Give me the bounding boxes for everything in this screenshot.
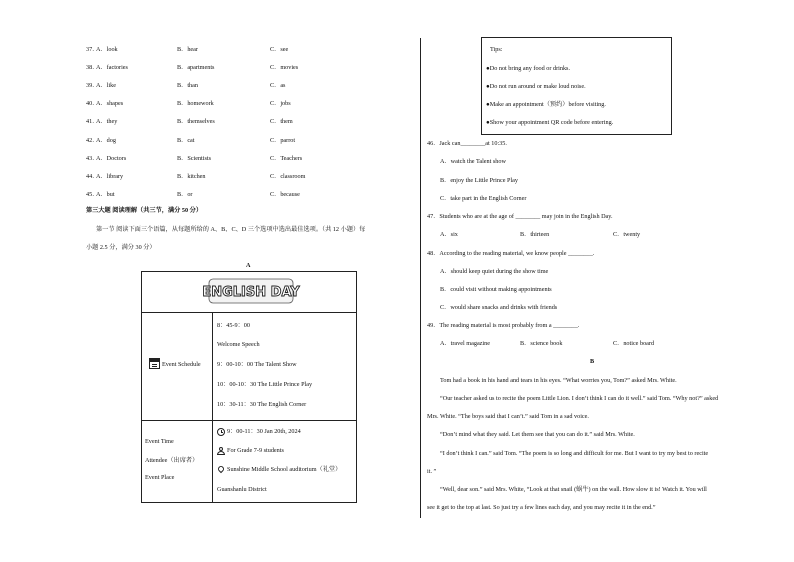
table-column-divider — [212, 312, 213, 503]
event-time-value: 9：00-11：30 Jan 20th, 2024 — [227, 428, 301, 435]
passage-b-line: “Don’t mind what they said. Let them see that you can do it.” said Mrs. White. — [440, 431, 635, 438]
option-a: A．look — [96, 46, 118, 53]
question-number: 45． — [86, 191, 99, 198]
question-48-option-a: A．should keep quiet during the show time — [440, 268, 549, 275]
question-47-option-c: C．twenty — [613, 231, 641, 238]
option-a: A．factories — [96, 64, 128, 71]
section-intro-line2: 小题 2.5 分，满分 30 分） — [86, 244, 156, 251]
tip-item: ●Make an appointment（预约）before visiting. — [486, 101, 606, 108]
option-b: B．cat — [177, 137, 195, 144]
schedule-line: 9：00-10：00 The Talent Show — [217, 361, 297, 368]
event-place-value: Sunshine Middle School auditorium（礼堂） — [227, 466, 342, 473]
question-number: 37． — [86, 46, 99, 53]
question-48-option-b: B．could visit without making appointments — [440, 286, 552, 293]
column-divider — [420, 38, 421, 518]
question-49-option-c: C．notice board — [613, 340, 655, 347]
event-district-value: Guanshanlu District — [217, 486, 267, 493]
passage-b-line: “I don’t think I can.” said Tom. “The poem is so long and difficult for me. But I want to try my best to recite — [440, 450, 709, 457]
question-46-option-c: C．take part in the English Corner — [440, 195, 527, 202]
section-intro-line1: 第一节 阅读下面三个语篇，从每题所给的 A、B、C、D 三个选项中选出最佳选项。（共 12 小题）每 — [96, 226, 366, 233]
option-c: C．classroom — [270, 173, 306, 180]
option-a: A．shapes — [96, 100, 124, 107]
question-number: 44． — [86, 173, 99, 180]
location-pin-icon — [217, 465, 225, 473]
question-number: 38． — [86, 64, 99, 71]
passage-b-line: it. ” — [427, 468, 437, 475]
option-b: B．themselves — [177, 118, 215, 125]
option-c: C．parrot — [270, 137, 296, 144]
table-divider — [142, 420, 356, 421]
option-b: B．homework — [177, 100, 214, 107]
clock-icon — [217, 428, 225, 436]
option-c: C．because — [270, 191, 300, 198]
event-time-label: Event Time — [145, 438, 174, 445]
passage-b-line: Mrs. White. “The boys said that I can’t.” said Tom in a sad voice. — [427, 413, 589, 420]
english-day-logo — [202, 278, 300, 304]
option-b: B．Scientists — [177, 155, 212, 162]
option-b: B．or — [177, 191, 193, 198]
question-number: 40． — [86, 100, 99, 107]
event-schedule-label: Event Schedule — [162, 361, 201, 368]
event-place-label: Event Place — [145, 474, 175, 481]
option-a: A．dog — [96, 137, 116, 144]
schedule-line: 10：00-10：30 The Little Prince Play — [217, 381, 313, 388]
question-47-stem: 47．Students who are at the age of ________ may join in the English Day. — [427, 213, 613, 220]
tip-item: ●Do not run around or make loud noise. — [486, 83, 586, 90]
question-number: 39． — [86, 82, 99, 89]
passage-b-line: “Our teacher asked us to recite the poem Little Lion. I don’t think I can do it well.” said Tom. “Why not?” asked — [440, 395, 719, 402]
question-47-option-a: A．six — [440, 231, 458, 238]
option-b: B．kitchen — [177, 173, 206, 180]
question-47-option-b: B．thirteen — [520, 231, 550, 238]
schedule-line: Welcome Speech — [217, 341, 260, 348]
calendar-icon — [149, 358, 160, 369]
option-c: C．see — [270, 46, 289, 53]
tips-title: Tips: — [490, 46, 503, 53]
logo-text: ENGLISH DAY — [202, 285, 300, 300]
passage-b-line: Tom had a book in his hand and tears in his eyes. “What worries you, Tom?” asked Mrs. White. — [440, 377, 677, 384]
schedule-line: 8：45-9：00 — [217, 322, 250, 329]
option-a: A．like — [96, 82, 116, 89]
question-46-option-b: B．enjoy the Little Prince Play — [440, 177, 519, 184]
question-49-option-b: B．science book — [520, 340, 563, 347]
option-a: A．they — [96, 118, 118, 125]
table-divider — [142, 312, 356, 313]
tip-item: ●Do not bring any food or drinks. — [486, 65, 570, 72]
option-c: C．jobs — [270, 100, 291, 107]
passage-b-label: B — [590, 358, 595, 365]
option-c: C．Teachers — [270, 155, 303, 162]
question-46-stem: 46．Jack can________at 10:35. — [427, 140, 507, 147]
option-a: A．Doctors — [96, 155, 127, 162]
passage-b-line: see it get to the top at last. So just try a few lines each day, and you may recite it in the end.” — [427, 504, 656, 511]
people-icon — [217, 447, 225, 455]
section-title: 第三大题 阅读理解（共三节，满分 50 分） — [86, 207, 203, 214]
question-number: 43． — [86, 155, 99, 162]
tip-item: ●Show your appointment QR code before entering. — [486, 119, 614, 126]
question-number: 41． — [86, 118, 99, 125]
passage-b-line: “Well, dear son.” said Mrs. White, “Look at that snail (蜗牛) on the wall. How slow it is! Watch it. You will — [440, 486, 707, 493]
option-b: B．hear — [177, 46, 198, 53]
question-49-option-a: A．travel magazine — [440, 340, 490, 347]
question-number: 42． — [86, 137, 99, 144]
option-c: C．movies — [270, 64, 299, 71]
option-b: B．apartments — [177, 64, 215, 71]
passage-a-label: A — [246, 262, 251, 269]
attendee-label: Attendee（出席者） — [145, 457, 199, 464]
schedule-line: 10：30-11：30 The English Corner — [217, 401, 307, 408]
question-49-stem: 49．The reading material is most probably from a ________. — [427, 322, 580, 329]
option-b: B．than — [177, 82, 198, 89]
question-48-stem: 48．According to the reading material, we know people ________. — [427, 250, 595, 257]
question-46-option-a: A．watch the Talent show — [440, 158, 506, 165]
question-48-option-c: C．would share snacks and drinks with friends — [440, 304, 558, 311]
option-c: C．them — [270, 118, 293, 125]
attendee-value: For Grade 7-9 students — [227, 447, 284, 454]
event-table — [141, 271, 357, 503]
tips-box — [481, 37, 672, 135]
option-a: A．but — [96, 191, 115, 198]
option-a: A．library — [96, 173, 124, 180]
option-c: C．as — [270, 82, 286, 89]
